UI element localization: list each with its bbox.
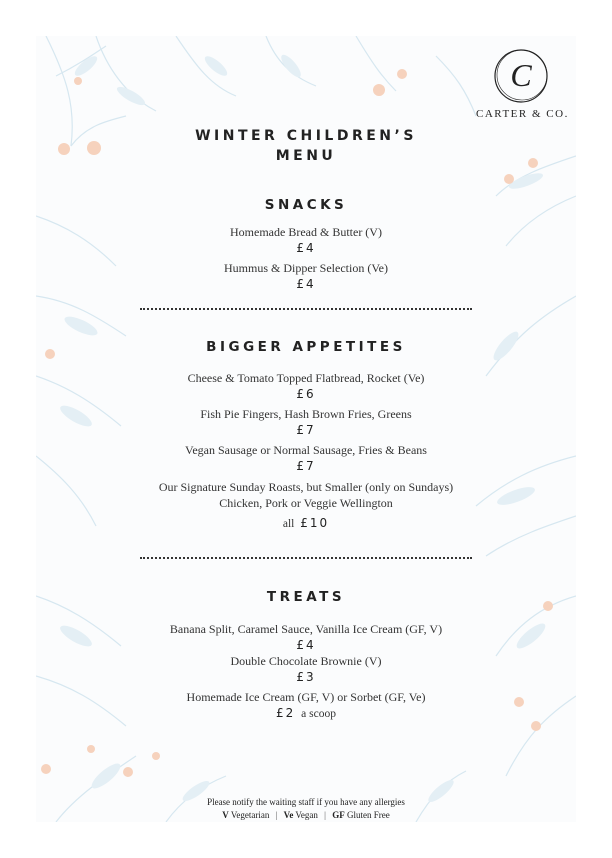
menu-item-name-line2: Chicken, Pork or Veggie Wellington [219,496,393,510]
menu-item-name: Homemade Ice Cream (GF, V) or Sorbet (GF, Ve) [186,690,426,704]
key-label-gf: Gluten Free [346,810,390,820]
menu-item-price: £4 [296,241,316,255]
menu-item-price [36,516,576,530]
menu-title-line1: WINTER CHILDREN’S [195,128,417,144]
key-code-ve: Ve [283,810,294,820]
menu-title [156,126,456,166]
key-separator: | [324,810,326,820]
key-code-gf: GF [332,810,345,820]
dietary-key [36,809,576,822]
menu-item-price: £6 [296,387,316,401]
allergy-notice: Please notify the waiting staff if you have any allergies [207,797,405,807]
key-label-v: Vegetarian [230,810,270,820]
brand-name: CARTER & CO. [476,108,569,120]
menu-item-price [36,706,576,720]
key-label-ve: Vegan [295,810,318,820]
menu-item-name: Banana Split, Caramel Sauce, Vanilla Ice Cream (GF, V) [169,622,443,636]
section-title-bigger-appetites: BIGGER APPETITES [206,339,406,355]
menu-page [36,36,576,822]
key-code-v: V [222,810,229,820]
section-title-snacks: SNACKS [264,197,348,213]
dotted-divider [140,308,472,310]
menu-item-name: Hummus & Dipper Selection (Ve) [224,261,388,275]
logo-letter: C [510,57,532,93]
menu-item-name: Our Signature Sunday Roasts, but Smaller (only on Sundays) [158,480,454,494]
menu-item-name: Vegan Sausage or Normal Sausage, Fries & Beans [185,443,427,457]
menu-item-price: £4 [296,277,316,291]
menu-item-name: Fish Pie Fingers, Hash Brown Fries, Greens [200,407,412,421]
dotted-divider [140,557,472,559]
key-separator: | [275,810,278,820]
price-suffix: a scoop [301,708,336,720]
price-value: £2 [276,706,296,720]
menu-item-price: £7 [296,459,316,473]
menu-item-price: £4 [296,638,316,652]
price-value: £10 [300,516,330,530]
allergy-footer [36,796,576,822]
menu-item-price: £3 [296,670,316,684]
menu-item-name: Cheese & Tomato Topped Flatbread, Rocket (Ve) [187,371,425,385]
menu-item-name: Homemade Bread & Butter (V) [230,225,382,239]
price-prefix: all [282,518,295,530]
menu-title-line2: MENU [275,148,337,164]
section-title-treats: TREATS [266,589,346,605]
logo-circle-mark [491,46,551,106]
menu-item-price: £7 [296,423,316,437]
menu-item-name: Double Chocolate Brownie (V) [230,654,382,668]
